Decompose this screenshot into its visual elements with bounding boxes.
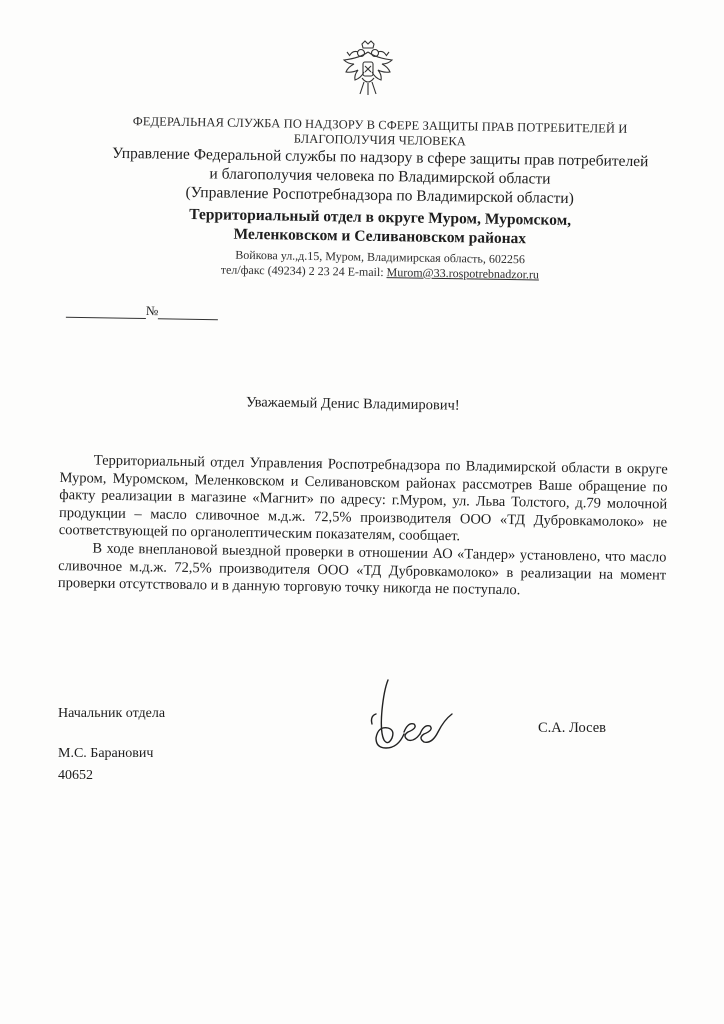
- agency-line-1: ФЕДЕРАЛЬНАЯ СЛУЖБА ПО НАДЗОРУ В СФЕРЕ ЗАЩИТЫ ПРАВ ПОТРЕБИТЕЛЕЙ И: [132, 114, 628, 136]
- signatory-title: Начальник отдела: [58, 706, 166, 721]
- coat-of-arms-icon: [340, 38, 396, 100]
- postal-address: Войкова ул.,д.15, Муром, Владимирская область, 602256: [235, 247, 526, 267]
- letter-body: [58, 452, 668, 602]
- signatory-name: С.А. Лосев: [538, 720, 606, 736]
- department-header: [60, 143, 701, 210]
- number-sign: №: [145, 303, 159, 319]
- address-block: [60, 245, 700, 285]
- registration-number-line: [66, 301, 219, 320]
- office-header: [60, 203, 701, 251]
- email-link[interactable]: Murom@33.rospotrebnadzor.ru: [386, 265, 540, 282]
- greeting: Уважаемый Денис Владимирович!: [245, 394, 460, 414]
- phone-fax: тел/факс (49234) 2 23 24 E-mail:: [220, 262, 387, 280]
- agency-line-2: БЛАГОПОЛУЧИЯ ЧЕЛОВЕКА: [293, 131, 467, 149]
- body-paragraph-1: Территориальный отдел Управления Роспотребнадзора по Владимирской области в округе Муром, Муромском, Меленковском и Селивановском районах рассмотрев Ваше обращение по факту реализации в магазине «Магнит» по адресу: г.Муром, ул. Льва Толстого, д.79 молочной продукции – масло сливочное м.д.ж. 72,5% производителя ООО «ТД Дубровкамолоко» не соответствующей по органолептическим показателям, сообщает.: [58, 452, 668, 545]
- number-blank: [158, 302, 218, 320]
- office-line-1: Территориальный отдел в округе Муром, Муромском,: [189, 206, 572, 229]
- date-blank: [66, 301, 146, 319]
- executor-name: М.С. Баранович: [58, 746, 154, 761]
- department-line-3: (Управление Роспотребнадзора по Владимирской области): [185, 183, 574, 208]
- handwritten-signature: [358, 674, 478, 764]
- department-line-1: Управление Федеральной службы по надзору в сфере защиты прав потребителей: [112, 144, 649, 171]
- office-line-2: Меленковском и Селивановском районах: [233, 225, 527, 248]
- body-paragraph-2: В ходе внеплановой выездной проверки в отношении АО «Тандер» установлено, что масло сливочное м.д.ж. 72,5% производителя ООО «ТД Дубровкамолоко» в реализации на момент проверки отсутствовало и в данную торговую точку никогда не поступало.: [57, 540, 667, 599]
- executor-phone: 40652: [58, 768, 93, 783]
- department-line-2: и благополучия человека по Владимирской области: [209, 165, 551, 188]
